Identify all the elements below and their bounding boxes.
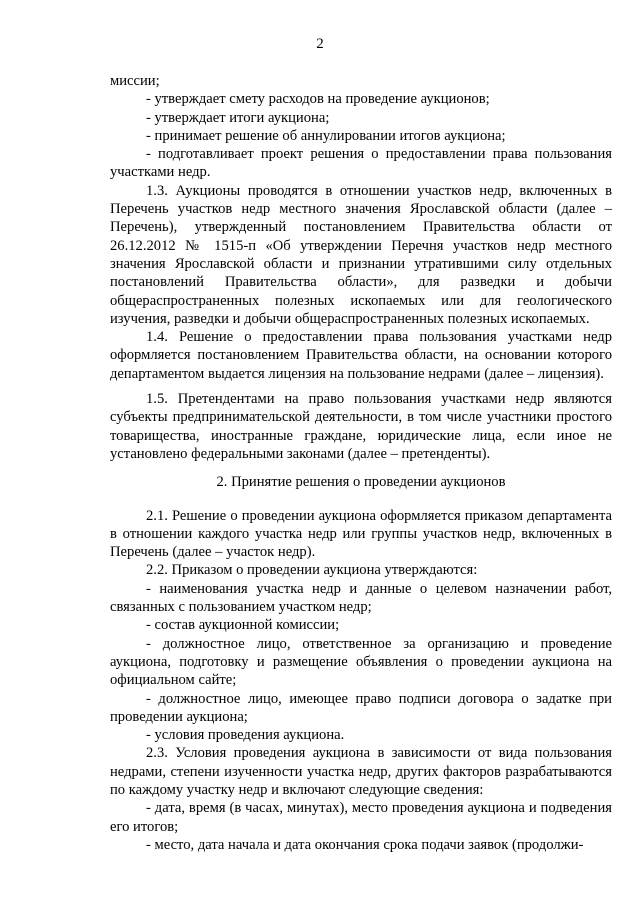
- paragraph: - условия проведения аукциона.: [146, 727, 345, 744]
- paragraph: - дата, время (в часах, минутах), место проведения аукциона и подведения его итогов;: [110, 800, 612, 835]
- paragraph: - должностное лицо, ответственное за организацию и проведение аукциона, подготовку и размещение объявления о проведении аукциона на официальном сайте;: [110, 635, 612, 689]
- paragraph: - подготавливает проект решения о предоставлении права пользования участками недр.: [110, 146, 612, 181]
- paragraph: - место, дата начала и дата окончания срока подачи заявок (продолжи-: [146, 836, 584, 853]
- paragraph: - утверждает итоги аукциона;: [146, 109, 330, 126]
- paragraph: 1.4. Решение о предоставлении права пользования участками недр оформляется постановлением Правительства области, на основании которого департаментом выдается лицензия на пользование недрами (далее – лицензия).: [110, 329, 612, 382]
- paragraph: 2.1. Решение о проведении аукциона оформляется приказом департамента в отношении каждого участка недр или группы участков недр, включенных в Перечень (далее – участок недр).: [110, 507, 612, 561]
- document-body: [110, 72, 612, 854]
- paragraph-gap: [110, 383, 612, 390]
- page-number: 2: [316, 36, 324, 52]
- paragraph: - должностное лицо, имеющее право подписи договора о задатке при проведении аукциона;: [110, 690, 612, 725]
- paragraph: 2.2. Приказом о проведении аукциона утверждаются:: [146, 562, 478, 579]
- paragraph: миссии;: [110, 73, 160, 89]
- paragraph: 1.3. Аукционы проводятся в отношении участков недр, включенных в Перечень участков недр местного значения Ярославской области (далее – Перечень), утвержденный постановлением Правительства области от 26.12.2012 № 1515-п «Об утверждении Перечня участков недр местного значения Ярославской области и признании утратившими силу отдельных постановлений Правительства области», для разведки и добычи общераспространенных полезных ископаемых или для геологического изучения, разведки и добычи общераспространенных полезных ископаемых.: [110, 182, 612, 327]
- paragraph: 2.3. Условия проведения аукциона в зависимости от вида пользования недрами, степени изученности участка недр, других факторов разрабатываются по каждому участку недр и включают следующие сведения:: [110, 745, 612, 798]
- paragraph: 1.5. Претендентами на право пользования участками недр являются субъекты предпринимательской деятельности, в том числе участники простого товарищества, иностранные граждане, юридические лица, если иное не установлено федеральными законами (далее – претенденты).: [110, 391, 612, 462]
- paragraph: - утверждает смету расходов на проведение аукционов;: [146, 91, 490, 108]
- paragraph: - состав аукционной комиссии;: [146, 617, 340, 634]
- paragraph: - принимает решение об аннулировании итогов аукциона;: [146, 127, 506, 144]
- section-heading: 2. Принятие решения о проведении аукционов: [216, 474, 506, 491]
- paragraph: - наименования участка недр и данные о целевом назначении работ, связанных с пользованием участком недр;: [110, 580, 612, 616]
